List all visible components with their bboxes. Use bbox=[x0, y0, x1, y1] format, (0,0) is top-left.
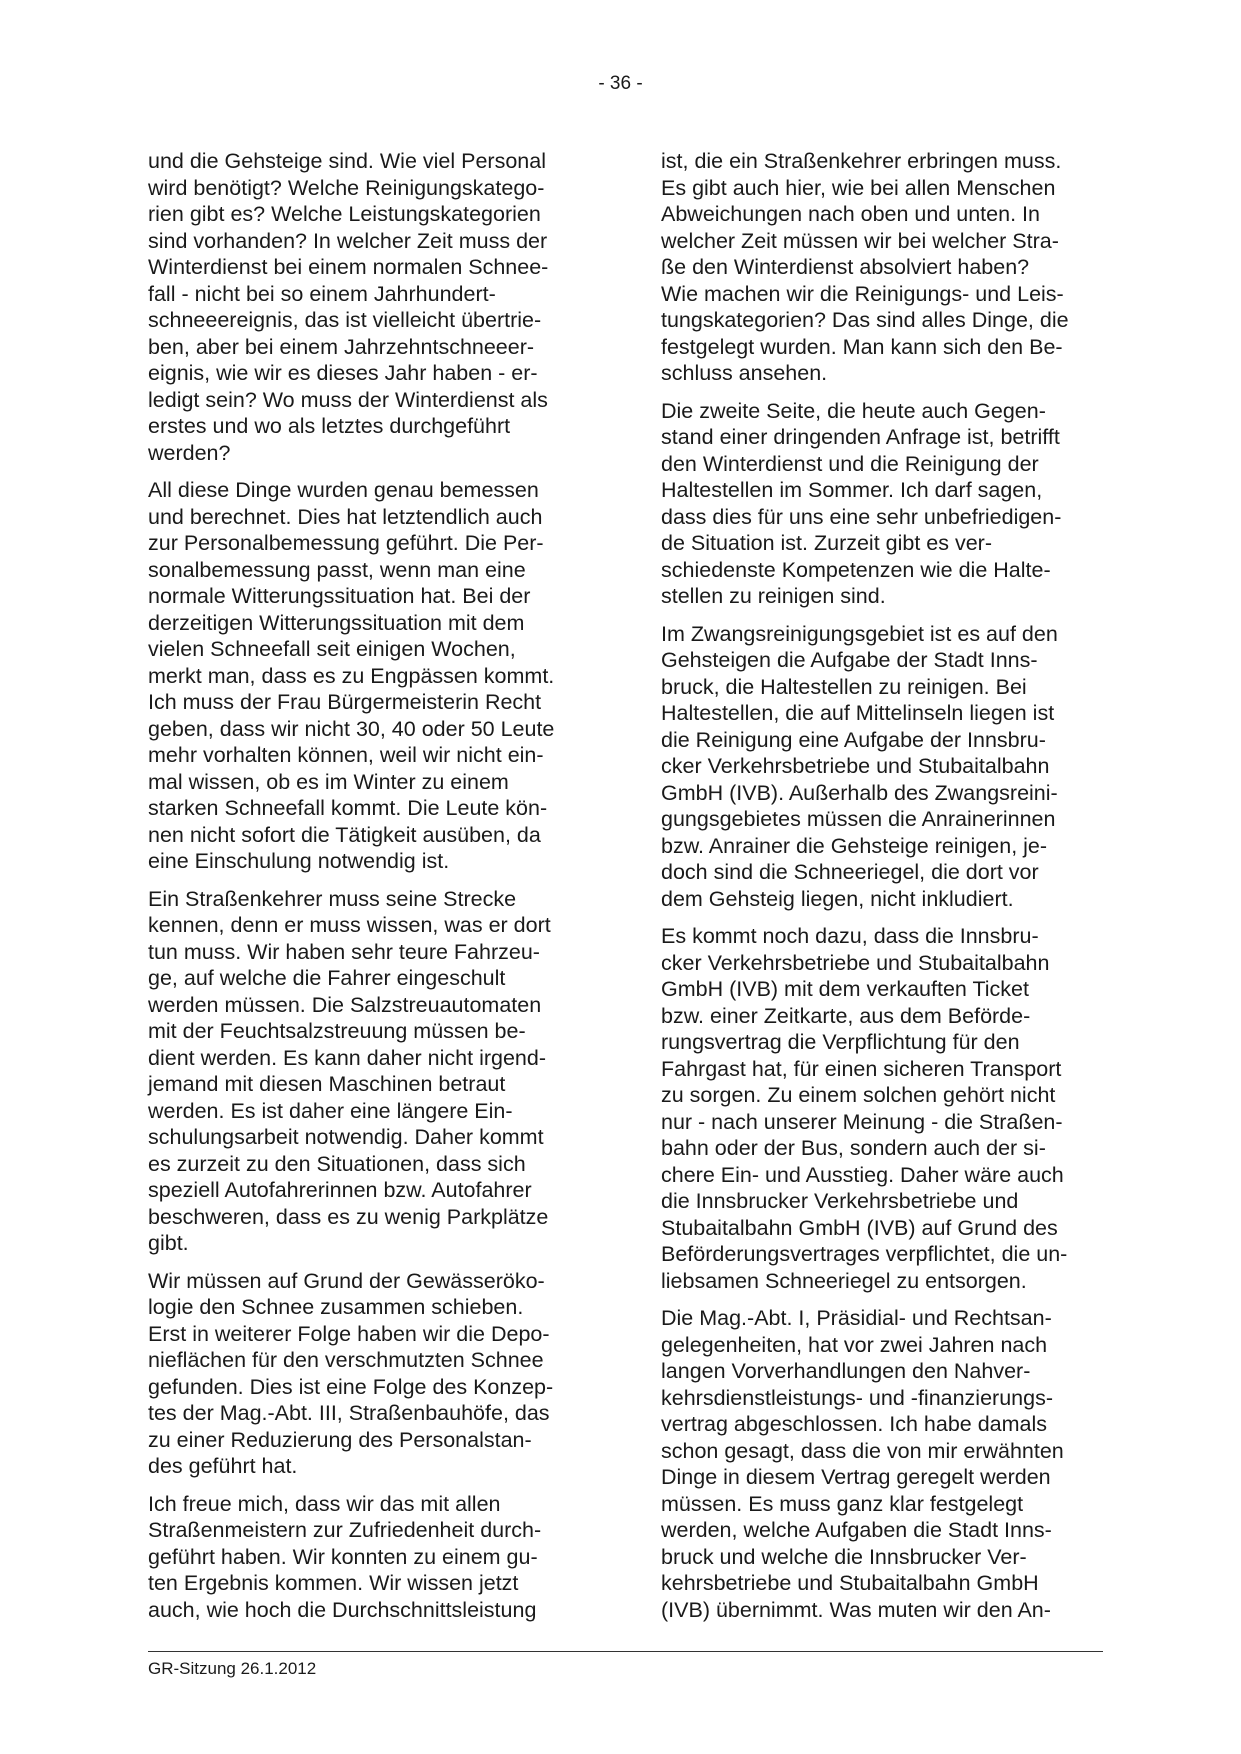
footer-text: GR-Sitzung 26.1.2012 bbox=[148, 1659, 317, 1678]
paragraph: und die Gehsteige sind. Wie viel Personal wird benötigt? Welche Reinigungskatego- rien gibt es? Welche Leistungskategorien sind vorhanden? In welcher Zeit muss der Winterdienst bei einem normalen Schnee- fall - nicht bei so einem Jahrhundert- schneeereignis, das ist vielleicht übertrie- ben, aber bei einem Jahrzehntschneeer- eignis, wie wir es dieses Jahr haben - er- ledigt sein? Wo muss der Winterdienst als erstes und wo als letztes durchgeführt werden? bbox=[148, 149, 549, 465]
paragraph: Es kommt noch dazu, dass die Innsbru- cker Verkehrsbetriebe und Stubaitalbahn GmbH (IVB) mit dem verkauften Ticket bzw. einer Zeitkarte, aus dem Beförde- rungsvertrag die Verpflichtung für den Fahrgast hat, für einen sicheren Transport zu sorgen. Zu einem solchen gehört nicht nur - nach unserer Meinung - die Straßen- bahn oder der Bus, sondern auch der si- chere Ein- und Ausstieg. Daher wäre auch die Innsbrucker Verkehrsbetriebe und Stubaitalbahn GmbH (IVB) auf Grund des Beförderungsvertrages verpflichtet, die un- liebsamen Schneeriegel zu entsorgen. bbox=[661, 924, 1068, 1293]
paragraph: Ein Straßenkehrer muss seine Strecke kennen, denn er muss wissen, was er dort tun muss. Wir haben sehr teure Fahrzeu- ge, auf welche die Fahrer eingeschult werden müssen. Die Salzstreuautomaten mit der Feuchtsalzstreuung müssen be- dient werden. Es kann daher nicht irgend- jemand mit diesen Maschinen betraut werden. Es ist daher eine längere Ein- schulungsarbeit notwendig. Daher kommt es zurzeit zu den Situationen, dass sich speziell Autofahrerinnen bzw. Autofahrer beschweren, dass es zu wenig Parkplätze gibt. bbox=[148, 886, 551, 1255]
page-number: - 36 - bbox=[598, 73, 643, 94]
right-column bbox=[661, 148, 1089, 1634]
paragraph: Im Zwangsreinigungsgebiet ist es auf den Gehsteigen die Aufgabe der Stadt Inns- bruck, die Haltestellen zu reinigen. Bei Haltestellen, die auf Mittelinseln liegen ist die Reinigung eine Aufgabe der Innsbru- cker Verkehrsbetriebe und Stubaitalbahn GmbH (IVB). Außerhalb des Zwangsreini- gungsgebietes müssen die Anrainerinnen bzw. Anrainer die Gehsteige reinigen, je- doch sind die Schneeriegel, die dort vor dem Gehsteig liegen, nicht inkludiert. bbox=[661, 621, 1058, 911]
footer-divider bbox=[148, 1651, 1103, 1652]
paragraph: ist, die ein Straßenkehrer erbringen muss. Es gibt auch hier, wie bei allen Menschen Abweichungen nach oben und unten. In welcher Zeit müssen wir bei welcher Stra- ße den Winterdienst absolviert haben? Wie machen wir die Reinigungs- und Leis- tungskategorien? Das sind alles Dinge, die festgelegt wurden. Man kann sich den Be- schluss ansehen. bbox=[661, 149, 1069, 385]
left-column bbox=[148, 148, 576, 1634]
paragraph: Ich freue mich, dass wir das mit allen Straßenmeistern zur Zufriedenheit durch- geführt haben. Wir konnten zu einem gu- ten Ergebnis kommen. Wir wissen jetzt auch, wie hoch die Durchschnittsleistung bbox=[148, 1491, 542, 1622]
paragraph: All diese Dinge wurden genau bemessen und berechnet. Dies hat letztendlich auch zur Personalbemessung geführt. Die Per- sonalbemessung passt, wenn man eine normale Witterungssituation hat. Bei der derzeitigen Witterungssituation mit dem vielen Schneefall seit einigen Wochen, merkt man, dass es zu Engpässen kommt. Ich muss der Frau Bürgermeisterin Recht geben, dass wir nicht 30, 40 oder 50 Leute mehr vorhalten können, weil wir nicht ein- mal wissen, ob es im Winter zu einem starken Schneefall kommt. Die Leute kön- nen nicht sofort die Tätigkeit ausüben, da eine Einschulung notwendig ist. bbox=[148, 478, 555, 873]
paragraph: Wir müssen auf Grund der Gewässeröko- logie den Schnee zusammen schieben. Erst in weiterer Folge haben wir die Depo- nieflächen für den verschmutzten Schnee gefunden. Dies ist eine Folge des Konzep- tes der Mag.-Abt. III, Straßenbauhöfe, das zu einer Reduzierung des Personalstan- des geführt hat. bbox=[148, 1268, 554, 1478]
paragraph: Die Mag.-Abt. I, Präsidial- und Rechtsan- gelegenheiten, hat vor zwei Jahren nach langen Vorverhandlungen den Nahver- kehrsdienstleistungs- und -finanzierungs- vertrag abgeschlossen. Ich habe damals schon gesagt, dass die von mir erwähnten Dinge in diesem Vertrag geregelt werden müssen. Es muss ganz klar festgelegt werden, welche Aufgaben die Stadt Inns- bruck und welche die Innsbrucker Ver- kehrsbetriebe und Stubaitalbahn GmbH (IVB) übernimmt. Was muten wir den An- bbox=[661, 1306, 1064, 1622]
paragraph: Die zweite Seite, die heute auch Gegen- stand einer dringenden Anfrage ist, betrifft den Winterdienst und die Reinigung der Haltestellen im Sommer. Ich darf sagen, dass dies für uns eine sehr unbefriedigen- de Situation ist. Zurzeit gibt es ver- schiedenste Kompetenzen wie die Halte- stellen zu reinigen sind. bbox=[661, 398, 1062, 608]
